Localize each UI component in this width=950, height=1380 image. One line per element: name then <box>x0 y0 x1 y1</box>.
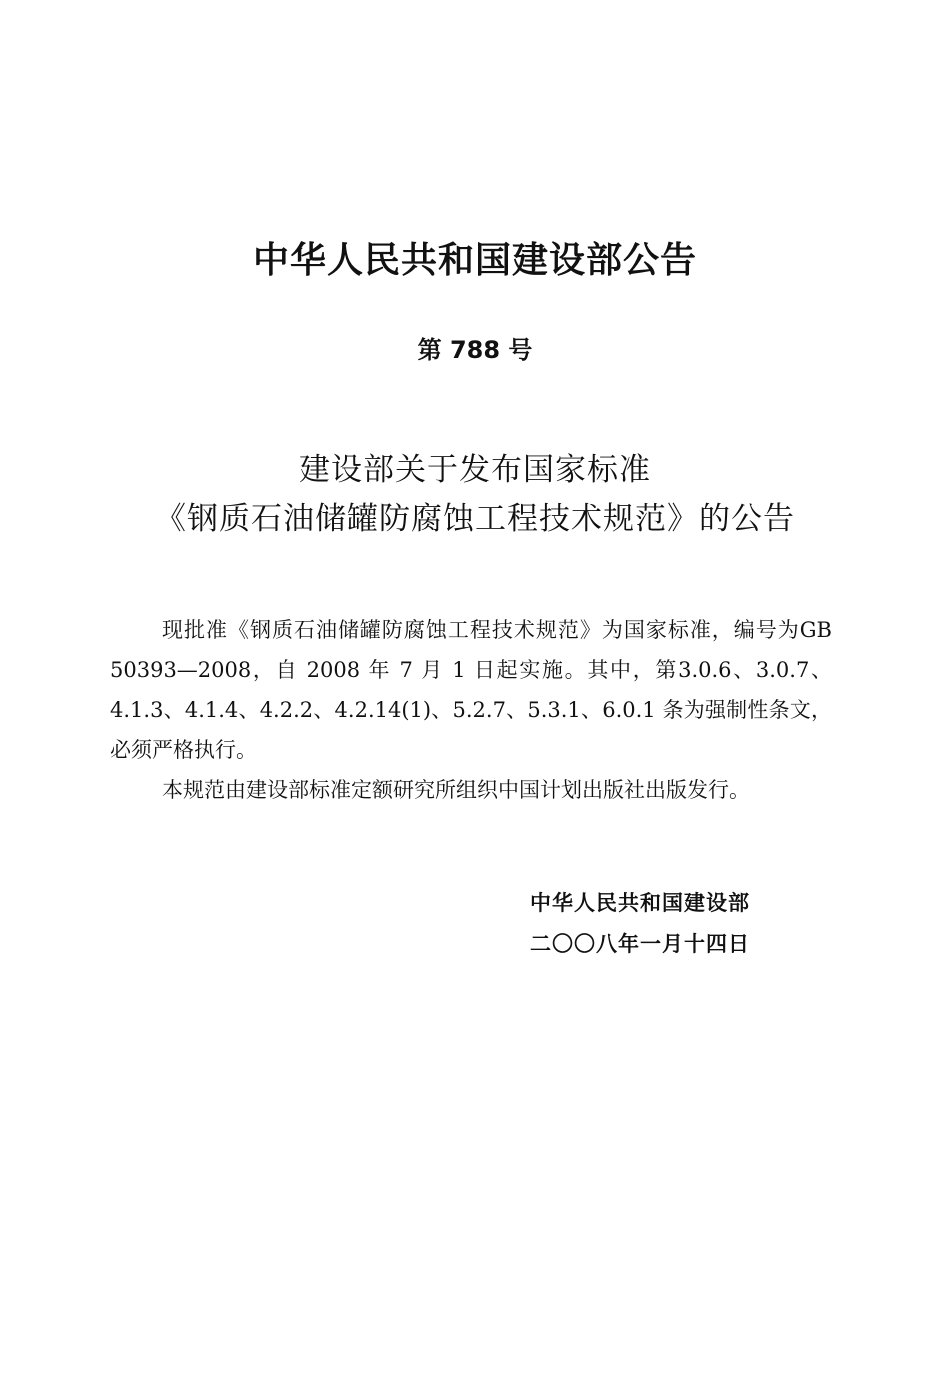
announcement-title: 中华人民共和国建设部公告 <box>252 240 697 281</box>
subtitle-line-1: 建设部关于发布国家标准 <box>299 452 651 488</box>
subtitle-line-2: 《钢质石油储罐防腐蚀工程技术规范》的公告 <box>155 501 795 537</box>
announcement-number: 第 788 号 <box>417 336 533 364</box>
signature-date: 二〇〇八年一月十四日 <box>530 932 750 956</box>
signature-issuer: 中华人民共和国建设部 <box>530 891 750 915</box>
body-paragraph-publication: 本规范由建设部标准定额研究所组织中国计划出版社出版发行。 <box>162 778 750 802</box>
body-paragraph-approval: 现批准《钢质石油储罐防腐蚀工程技术规范》为国家标准，编号为GB 50393—2008，自 2008 年 7 月 1 日起实施。其中，第3.0.6、3.0.7、4.1.3、4.1.4、4.2.2、4.2.14(1)、5.2.7、5.3.1、6.0.1 条为强制性条文，必须严格执行。 <box>110 618 832 762</box>
